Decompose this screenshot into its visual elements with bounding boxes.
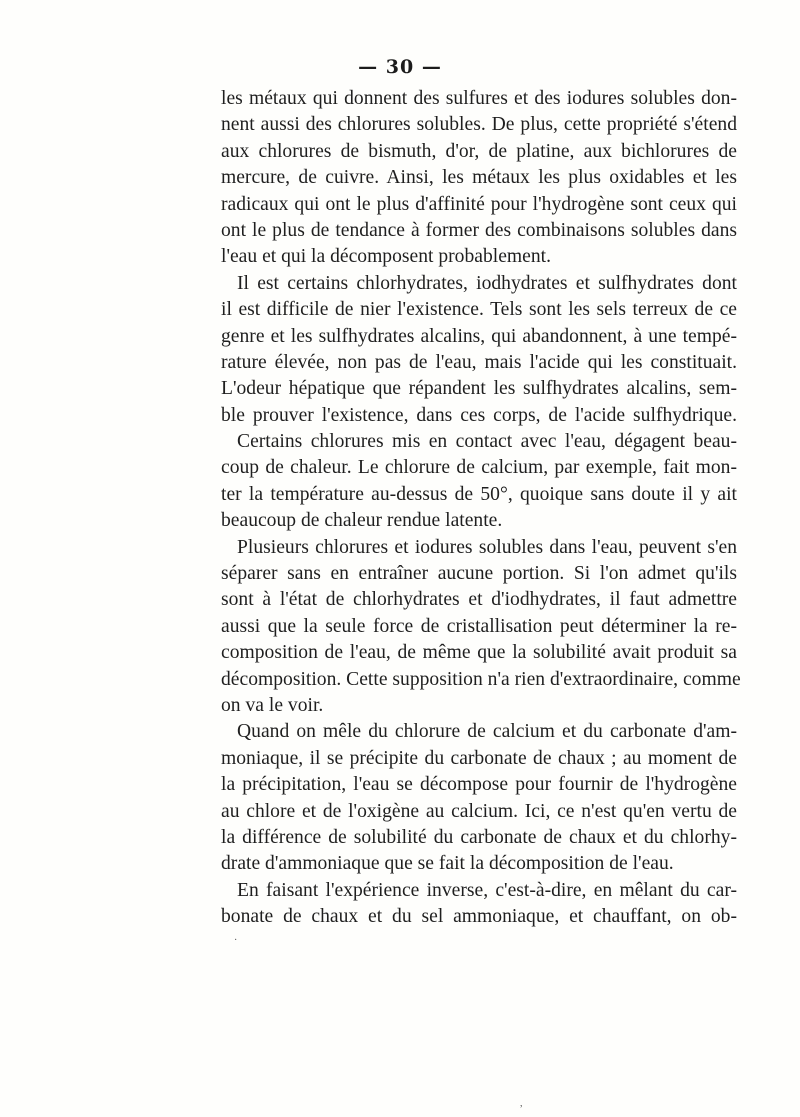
text-line: En faisant l'expérience inverse, c'est-à-dire, en mêlant du car- [237,879,737,901]
paper-speck: , [520,1098,523,1109]
paragraph-6 [221,878,737,931]
text-line: nent aussi des chlorures solubles. De plus, cette propriété s'étend [221,114,737,136]
text-line: les métaux qui donnent des sulfures et des iodures solubles don- [221,88,737,109]
text-line: genre et les sulfhydrates alcalins, qui abandonnent, à une tempé- [221,325,737,347]
text-line: Certains chlorures mis en contact avec l'eau, dégagent beau- [237,431,737,453]
text-line: Quand on mêle du chlorure de calcium et du carbonate d'am- [237,721,737,743]
text-line: moniaque, il se précipite du carbonate de chaux ; au moment de [221,747,737,769]
text-line: l'eau et qui la décomposent probablement. [221,246,551,268]
text-line: rature élevée, non pas de l'eau, mais l'acide qui les constituait. [221,351,737,373]
paragraph-2 [221,271,737,429]
text-line: aux chlorures de bismuth, d'or, de platine, aux bichlorures de [221,140,737,162]
text-line: ble prouver l'existence, dans ces corps, de l'acide sulfhydrique. [221,404,737,426]
text-line: mercure, de cuivre. Ainsi, les métaux les plus oxidables et les [221,167,737,189]
text-line: séparer sans en entraîner aucune portion. Si l'on admet qu'ils [221,563,737,585]
text-line: aussi que la seule force de cristallisation peut déterminer la re- [221,615,737,637]
text-line: il est difficile de nier l'existence. Tels sont les sels terreux de ce [221,299,737,321]
text-line: la précipitation, l'eau se décompose pour fournir de l'hydrogène [221,774,737,796]
paragraph-1 [221,86,737,271]
text-line: radicaux qui ont le plus d'affinité pour l'hydrogène sont ceux qui [221,193,737,215]
text-line: drate d'ammoniaque que se fait la décomposition de l'eau. [221,853,674,875]
paper-speck: · [234,935,238,946]
text-line: ter la température au-dessus de 50°, quoique sans doute il y ait [221,483,737,505]
text-line: la différence de solubilité du carbonate de chaux et du chlorhy- [221,826,737,848]
text-line: décomposition. Cette supposition n'a rien d'extraordinaire, comme [221,668,741,690]
text-line: sont à l'état de chlorhydrates et d'iodhydrates, il faut admettre [221,589,737,611]
page-number: — 30 — [358,56,442,78]
text-line: L'odeur hépatique que répandent les sulfhydrates alcalins, sem- [221,378,737,400]
text-line: ont le plus de tendance à former des combinaisons solubles dans [221,219,737,241]
text-line: au chlore et de l'oxigène au calcium. Ici, ce n'est qu'en vertu de [221,800,737,822]
text-line: composition de l'eau, de même que la solubilité avait produit sa [221,642,737,664]
paragraph-4 [221,535,741,720]
body-text [221,86,741,931]
text-line: bonate de chaux et du sel ammoniaque, et chauffant, on ob- [221,906,737,928]
text-line: beaucoup de chaleur rendue latente. [221,510,503,532]
text-line: coup de chaleur. Le chlorure de calcium, par exemple, fait mon- [221,457,737,479]
text-line: on va le voir. [221,694,324,716]
text-line: Plusieurs chlorures et iodures solubles dans l'eau, peuvent s'en [237,536,737,558]
text-line: Il est certains chlorhydrates, iodhydrates et sulfhydrates dont [237,272,737,294]
paragraph-3 [221,429,737,535]
paragraph-5 [221,719,737,877]
